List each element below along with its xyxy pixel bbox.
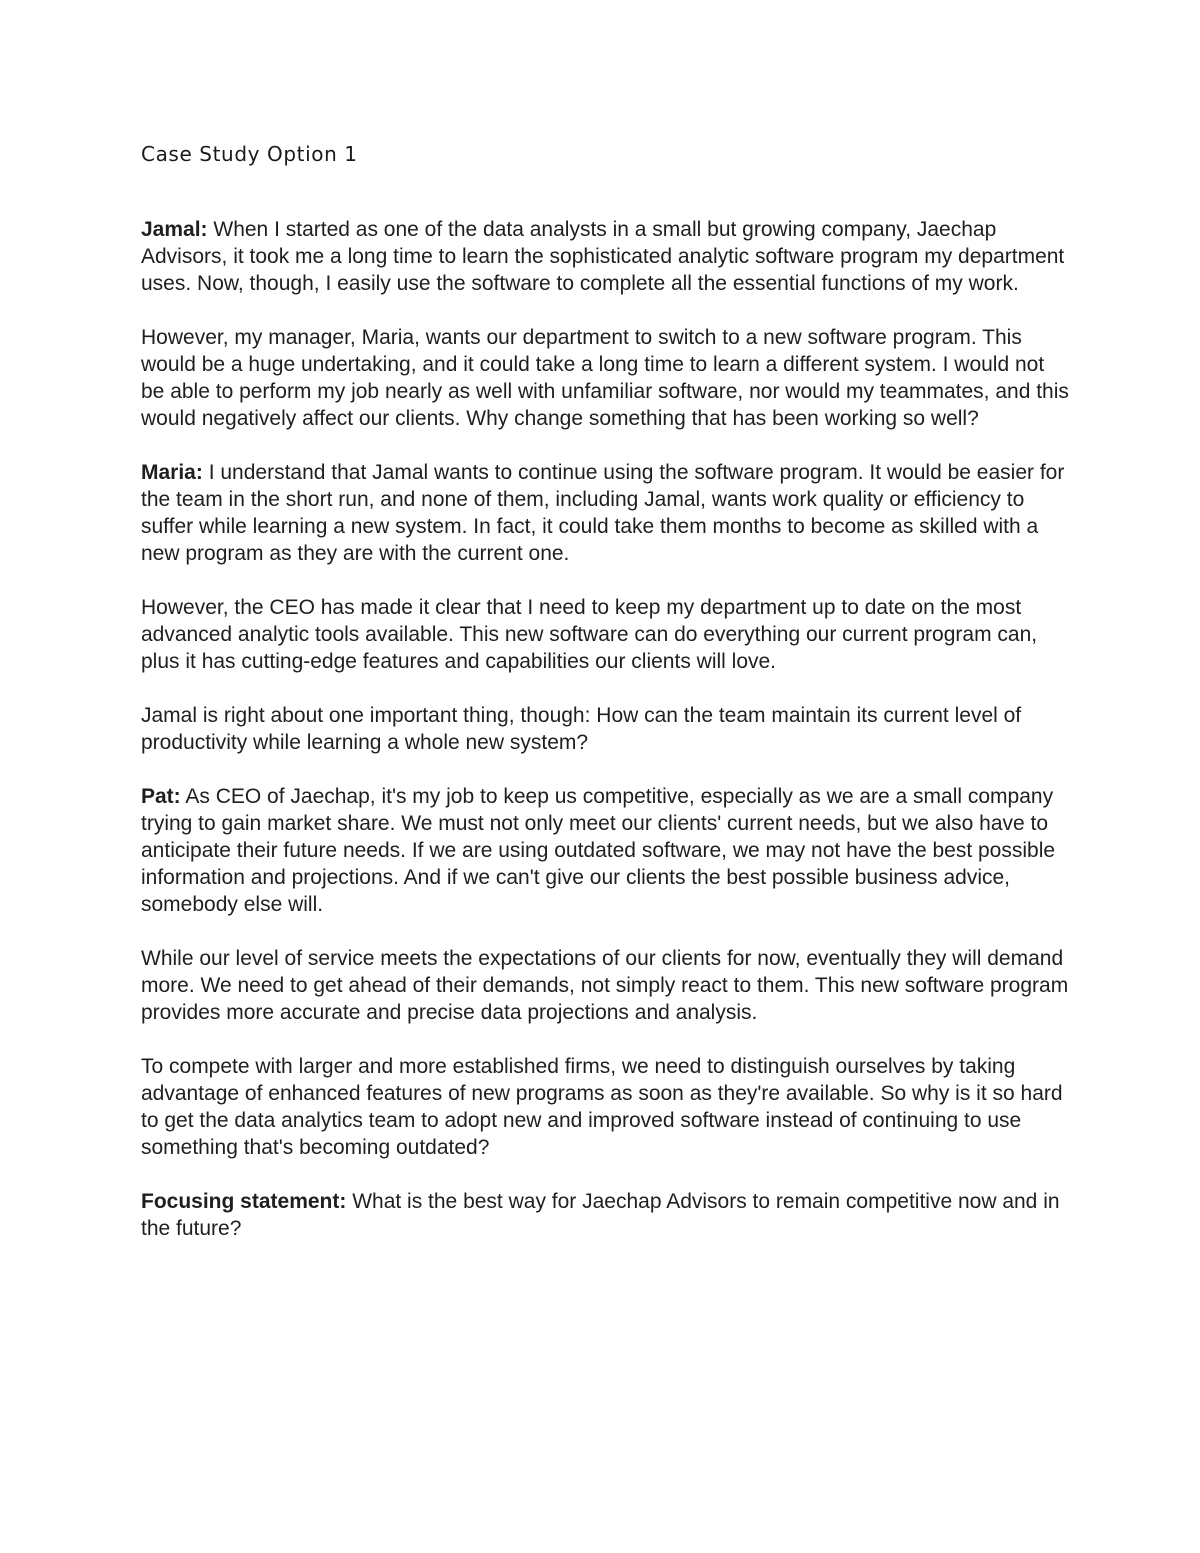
paragraph-jamal-concern	[141, 324, 1071, 432]
paragraph-pat-intro	[141, 783, 1071, 918]
speaker-label: Focusing statement:	[141, 1190, 347, 1213]
paragraph-text: Jamal is right about one important thing, though: How can the team maintain its current level of productivity while learning a whole new system?	[141, 704, 1022, 754]
paragraph-text: To compete with larger and more established firms, we need to distinguish ourselves by taking advantage of enhanced features of new programs as soon as they're available. So why is it so hard to get the data analytics team to adopt new and improved software instead of continuing to use something that's becoming outdated?	[141, 1055, 1063, 1159]
document-page	[141, 138, 1071, 1269]
speaker-label: Jamal:	[141, 218, 208, 241]
paragraph-maria-ceo	[141, 594, 1071, 675]
paragraph-maria-question	[141, 702, 1071, 756]
document-title: Case Study Option 1	[141, 142, 358, 166]
paragraph-pat-compete	[141, 1053, 1071, 1161]
paragraph-text: What is the best way for Jaechap Advisors to remain competitive now and in the future?	[141, 1190, 1060, 1240]
paragraph-text: While our level of service meets the expectations of our clients for now, eventually they will demand more. We need to get ahead of their demands, not simply react to them. This new software program provides more accurate and precise data projections and analysis.	[141, 947, 1069, 1024]
paragraph-maria-intro	[141, 459, 1071, 567]
paragraph-text: However, the CEO has made it clear that I need to keep my department up to date on the most advanced analytic tools available. This new software can do everything our current program can, plus it has cutting-edge features and capabilities our clients will love.	[141, 596, 1038, 673]
paragraph-pat-service	[141, 945, 1071, 1026]
paragraph-focusing-statement	[141, 1188, 1071, 1242]
paragraph-text: When I started as one of the data analysts in a small but growing company, Jaechap Advisors, it took me a long time to learn the sophisticated analytic software program my department uses. Now, though, I easily use the software to complete all the essential functions of my work.	[141, 218, 1065, 295]
paragraph-text: As CEO of Jaechap, it's my job to keep us competitive, especially as we are a small company trying to gain market share. We must not only meet our clients' current needs, but we also have to anticipate their future needs. If we are using outdated software, we may not have the best possible information and projections. And if we can't give our clients the best possible business advice, somebody else will.	[141, 785, 1056, 916]
paragraph-text: However, my manager, Maria, wants our department to switch to a new software program. This would be a huge undertaking, and it could take a long time to learn a different system. I would not be able to perform my job nearly as well with unfamiliar software, nor would my teammates, and this would negatively affect our clients. Why change something that has been working so well?	[141, 326, 1069, 430]
paragraph-jamal-intro	[141, 216, 1071, 297]
speaker-label: Maria:	[141, 461, 203, 484]
paragraph-text: I understand that Jamal wants to continue using the software program. It would be easier for the team in the short run, and none of them, including Jamal, wants work quality or efficiency to suffer while learning a new system. In fact, it could take them months to become as skilled with a new program as they are with the current one.	[141, 461, 1065, 565]
speaker-label: Pat:	[141, 785, 181, 808]
